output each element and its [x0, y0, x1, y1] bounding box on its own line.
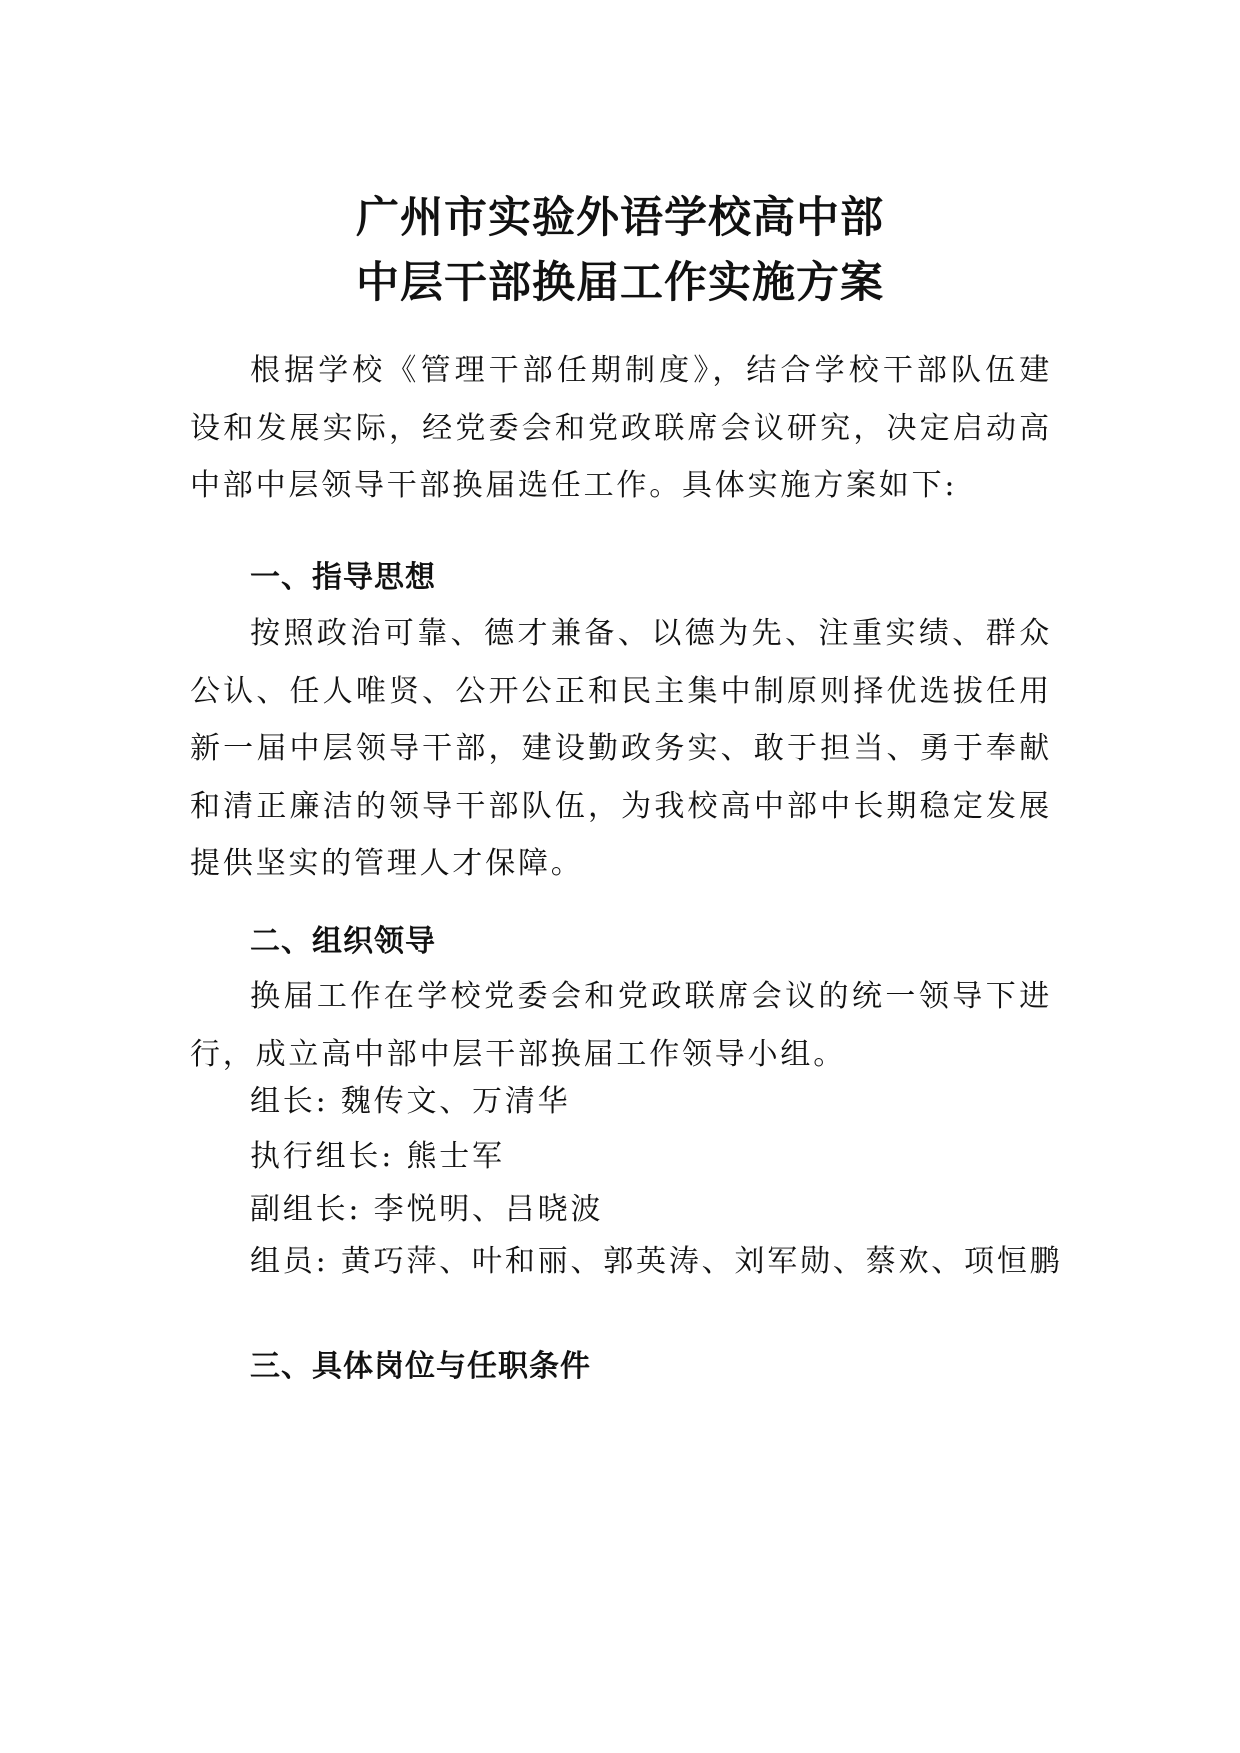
member-row-leader — [250, 1082, 570, 1122]
member-label: 组长: — [250, 1084, 329, 1119]
section-heading-positions: 三、具体岗位与任职条件 — [250, 1349, 591, 1384]
member-row-members — [250, 1242, 1062, 1282]
document-title-line-1: 广州市实验外语学校高中部 — [356, 193, 884, 243]
member-label: 组员: — [250, 1244, 329, 1279]
section-body-leadership: 换届工作在学校党委会和党政联席会议的统一领导下进行，成立高中部中层干部换届工作领导小组。 — [190, 979, 1052, 1072]
member-label: 执行组长: — [250, 1139, 395, 1174]
section-heading-guiding-ideology: 一、指导思想 — [250, 560, 436, 595]
member-row-executive-leader — [250, 1137, 505, 1177]
member-names: 熊士军 — [406, 1139, 505, 1174]
intro-paragraph: 根据学校《管理干部任期制度》，结合学校干部队伍建设和发展实际，经党委会和党政联席会议研究，决定启动高中部中层领导干部换届选任工作。具体实施方案如下: — [190, 353, 1052, 503]
section-heading-leadership: 二、组织领导 — [250, 924, 436, 959]
document-title-line-2: 中层干部换届工作实施方案 — [356, 258, 884, 308]
member-names: 魏传文、万清华 — [340, 1084, 571, 1119]
section-body-guiding-ideology: 按照政治可靠、德才兼备、以德为先、注重实绩、群众公认、任人唯贤、公开公正和民主集中制原则择优选拔任用新一届中层领导干部，建设勤政务实、敢于担当、勇于奉献和清正廉洁的领导干部队伍，为我校高中部中长期稳定发展提供坚实的管理人才保障。 — [190, 616, 1052, 881]
member-label: 副组长: — [250, 1192, 362, 1227]
member-names: 李悦明、吕晓波 — [373, 1192, 604, 1227]
member-row-deputy-leader — [250, 1190, 603, 1230]
member-names: 黄巧萍、叶和丽、郭英涛、刘军勋、蔡欢、项恒鹏 — [340, 1244, 1063, 1279]
